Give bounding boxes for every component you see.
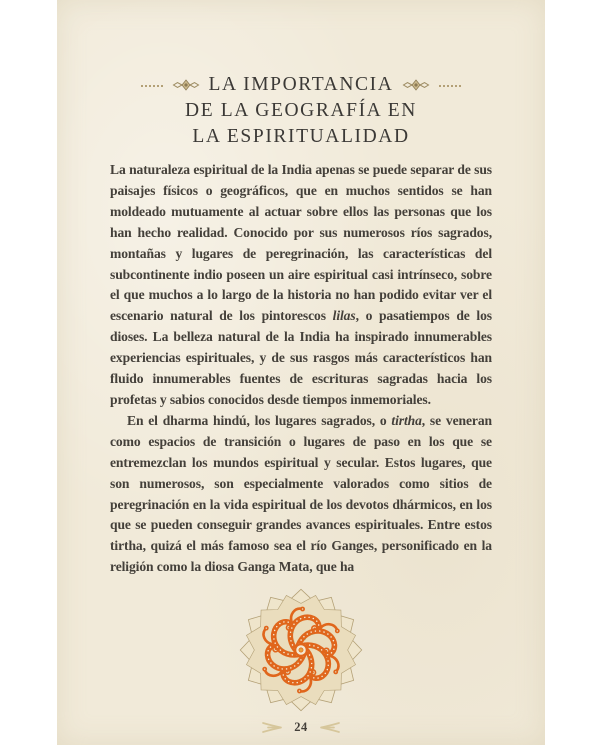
leaf-arrow-left-icon [261, 721, 283, 734]
body-text [110, 160, 492, 578]
page-number: 24 [294, 720, 308, 735]
dotted-rule-left-icon [141, 85, 163, 87]
diamond-ornament-right-icon [401, 79, 431, 91]
chapter-title-text: LA IMPORTANCIA [208, 74, 394, 95]
diamond-ornament-left-icon [171, 79, 201, 91]
dotted-rule-right-icon [439, 85, 461, 87]
chapter-title-line-2: DE LA GEOGRAFÍA EN [185, 100, 417, 121]
chapter-title-line-1 [57, 72, 545, 98]
book-page [57, 0, 545, 745]
page-footer [57, 720, 545, 735]
chapter-title [57, 72, 545, 150]
chapter-title-line-3: LA ESPIRITUALIDAD [192, 126, 410, 147]
lotus-mandala-icon [235, 584, 367, 716]
mandala-illustration [57, 584, 545, 716]
paragraph: En el dharma hindú, los lugares sagrados, o tirtha, se veneran como espacios de transición o lugares de paso en los que se entremezclan los mundos espiritual y secular. Estos lugares, que son numerosos, son especialmente valorados como sitios de peregrinación en la vida espiritual de los devotos dhármicos, en los que se pueden conseguir grandes avances espirituales. Entre estos tirtha, quizá el más famoso sea el río Ganges, personificado en la religión como la diosa Ganga Mata, que ha [110, 412, 492, 575]
leaf-arrow-right-icon [319, 721, 341, 734]
paragraph: La naturaleza espiritual de la India apenas se puede separar de sus paisajes físicos o geográficos, que en muchos sentidos se han moldeado mutuamente al actuar sobre ellos las personas que los han hecho realidad. Conocido por sus numerosos ríos sagrados, montañas y lugares de peregrinación, las características del subcontinente indio poseen un aire espiritual casi intrínseco, sobre el que muchos a lo largo de la historia no han podido evitar ver el escenario natural de los pintorescos lilas, o pasatiempos de los dioses. La belleza natural de la India ha inspirado innumerables experiencias espirituales, y de sus rasgos más característicos han fluido innumerables fuentes de escrituras sagradas hacia los profetas y sabios conocidos desde tiempos inmemoriales. [110, 162, 492, 407]
